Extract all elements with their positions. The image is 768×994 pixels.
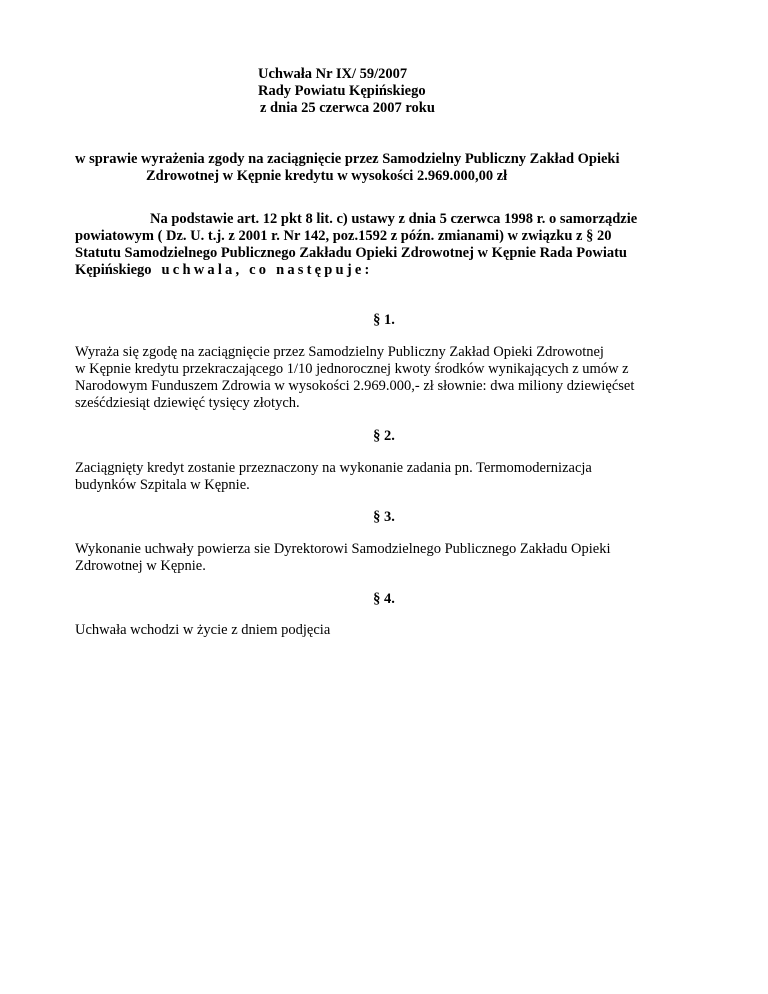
section-4-line: Uchwała wchodzi w życie z dniem podjęcia xyxy=(75,622,331,638)
resolution-number: Uchwała Nr IX/ 59/2007 xyxy=(258,66,408,82)
legal-basis-line-1: Na podstawie art. 12 pkt 8 lit. c) ustawy z dnia 5 czerwca 1998 r. o samorządzie xyxy=(150,211,638,227)
section-1-line: sześćdziesiąt dziewięć tysięcy złotych. xyxy=(75,395,300,411)
legal-basis-line-4 xyxy=(75,262,705,279)
section-3-line: Wykonanie uchwały powierza sie Dyrektorowi Samodzielnego Publicznego Zakładu Opieki xyxy=(75,541,611,557)
section-3-line: Zdrowotnej w Kępnie. xyxy=(75,558,206,574)
section-1-text xyxy=(75,344,715,412)
section-3-title: § 3. xyxy=(373,509,395,525)
legal-basis xyxy=(75,211,705,279)
section-1-title: § 1. xyxy=(373,312,395,328)
section-3-text xyxy=(75,541,715,575)
document-header xyxy=(258,66,435,117)
legal-basis-line-2: powiatowym ( Dz. U. t.j. z 2001 r. Nr 142, poz.1592 z późn. zmianami) w związku z § 20 xyxy=(75,228,612,244)
council-county: Kępińskiego xyxy=(75,262,152,278)
section-2-line: budynków Szpitala w Kępnie. xyxy=(75,477,250,493)
resolution-date: z dnia 25 czerwca 2007 roku xyxy=(260,100,435,116)
resolves-phrase: uchwala, co następuje: xyxy=(161,262,373,278)
section-2-line: Zaciągnięty kredyt zostanie przeznaczony na wykonanie zadania pn. Termomodernizacja xyxy=(75,460,592,476)
section-2-title: § 2. xyxy=(373,428,395,444)
council-name: Rady Powiatu Kępińskiego xyxy=(258,83,426,99)
section-4-title: § 4. xyxy=(373,591,395,607)
section-1-line: w Kępnie kredytu przekraczającego 1/10 jednorocznej kwoty środków wynikających z umów z xyxy=(75,361,629,377)
legal-basis-line-3: Statutu Samodzielnego Publicznego Zakładu Opieki Zdrowotnej w Kępnie Rada Powiatu xyxy=(75,245,627,261)
section-1-line: Wyraża się zgodę na zaciągnięcie przez Samodzielny Publiczny Zakład Opieki Zdrowotnej xyxy=(75,344,604,360)
section-2-text xyxy=(75,460,715,494)
section-1-line: Narodowym Funduszem Zdrowia w wysokości 2.969.000,- zł słownie: dwa miliony dziewięćset xyxy=(75,378,635,394)
subject-line-1: w sprawie wyrażenia zgody na zaciągnięcie przez Samodzielny Publiczny Zakład Opieki xyxy=(75,151,620,167)
section-4-text xyxy=(75,622,715,639)
resolution-subject xyxy=(75,151,620,185)
subject-line-2: Zdrowotnej w Kępnie kredytu w wysokości 2.969.000,00 zł xyxy=(146,168,508,184)
